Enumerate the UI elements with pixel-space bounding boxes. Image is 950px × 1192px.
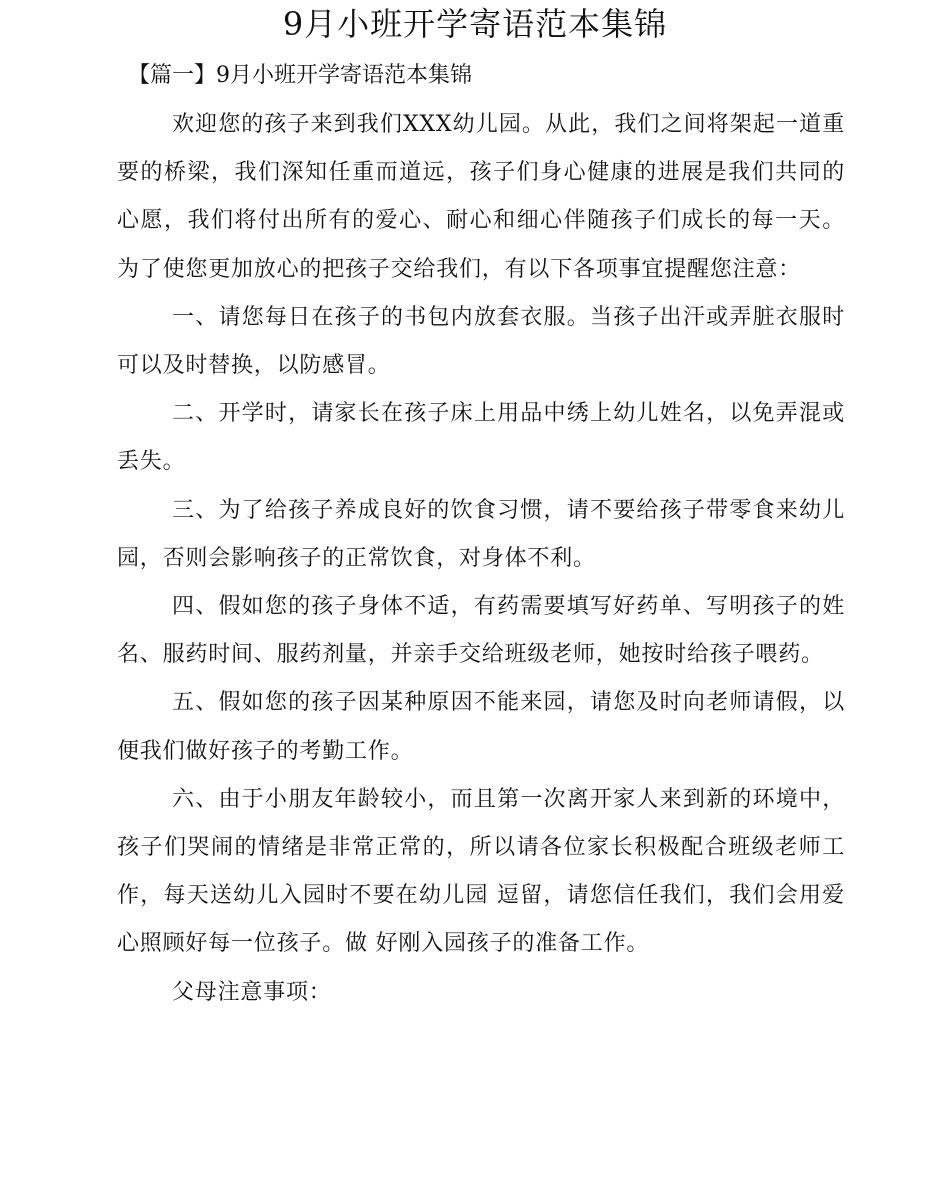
paragraph-item-6: 六、由于小朋友年龄较小，而且第一次离开家人来到新的环境中，孩子们哭闹的情绪是非常正常的，所以请各位家长积极配合班级老师工作，每天送幼儿入园时不要在幼儿园 逗留，请您信任我们，我们会用爱心照顾好每一位孩子。做 好刚入园孩子的准备工作。 [117, 786, 845, 957]
paragraph-parent-notes: 父母注意事项： [172, 979, 332, 1005]
paragraph-item-2: 二、开学时，请家长在孩子床上用品中绣上幼儿姓名，以免弄混或丢失。 [117, 401, 845, 475]
paragraph-item-3: 三、为了给孩子养成良好的饮食习惯，请不要给孩子带零食来幼儿园，否则会影响孩子的正常饮食，对身体不利。 [117, 497, 845, 571]
paragraph-item-1: 一、请您每日在孩子的书包内放套衣服。当孩子出汗或弄脏衣服时可以及时替换，以防感冒。 [117, 304, 845, 379]
paragraph-intro: 欢迎您的孩子来到我们XXX幼儿园。从此，我们之间将架起一道重要的桥梁，我们深知任重而道远，孩子们身心健康的进展是我们共同的心愿，我们将付出所有的爱心、耐心和细心伴随孩子们成长的每一天。为了使您更加放心的把孩子交给我们，有以下各项事宜提醒您注意： [117, 112, 845, 282]
paragraph-item-4: 四、假如您的孩子身体不适，有药需要填写好药单、写明孩子的姓名、服药时间、服药剂量，并亲手交给班级老师，她按时给孩子喂药。 [117, 594, 845, 668]
document-title: 9月小班开学寄语范本集锦 [282, 5, 668, 43]
paragraph-item-5: 五、假如您的孩子因某种原因不能来园，请您及时向老师请假，以便我们做好孩子的考勤工作。 [117, 690, 845, 764]
section-heading: 【篇一】9月小班开学寄语范本集锦 [128, 63, 472, 88]
document-body [117, 101, 845, 1017]
